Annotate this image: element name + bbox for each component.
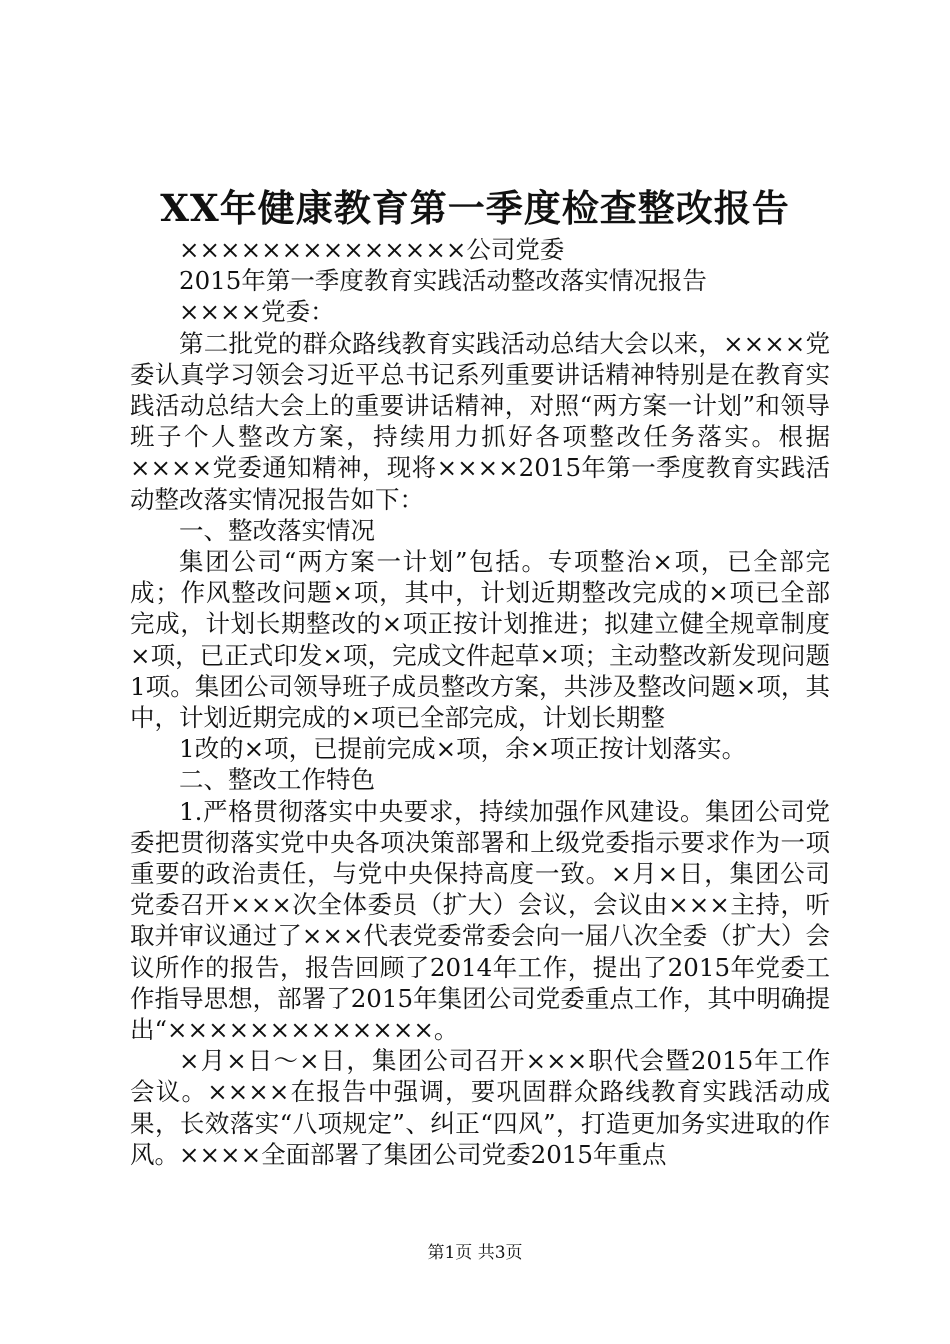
intro-paragraph: 第二批党的群众路线教育实践活动总结大会以来，××××党委认真学习领会习近平总书记系列重要讲话精神特别是在教育实践活动总结大会上的重要讲话精神，对照“两方案一计划”和领导班子个人整改方案，持续用力抓好各项整改任务落实。根据××××党委通知精神，现将××××2015年第一季度教育实践活动整改落实情况报告如下： bbox=[130, 328, 830, 514]
document-title: XX年健康教育第一季度检查整改报告 bbox=[160, 186, 790, 230]
section-1-paragraph: 集团公司“两方案一计划”包括。专项整治×项，已全部完成；作风整改问题×项，其中，计划近期整改完成的×项已全部完成，计划长期整改的×项正按计划推进；拟建立健全规章制度×项，已正式印发×项，完成文件起草×项；主动整改新发现问题1项。集团公司领导班子成员整改方案，共涉及整改问题×项，其中，计划近期完成的×项已全部完成，计划长期整 bbox=[130, 547, 830, 733]
section-heading-1: 一、整改落实情况 bbox=[179, 515, 375, 545]
salutation: ××××党委： bbox=[179, 297, 335, 327]
document-body bbox=[130, 234, 830, 1170]
page-footer: 第1页 共3页 bbox=[427, 1243, 523, 1263]
section-1-continuation: 1改的×项，已提前完成×项，余×项正按计划落实。 bbox=[179, 734, 747, 764]
section-2-paragraph-2: ×月×日～×日，集团公司召开×××职代会暨2015年工作会议。××××在报告中强调，要巩固群众路线教育实践活动成果，长效落实“八项规定”、纠正“四风”，打造更加务实进取的作风。××××全面部署了集团公司党委2015年重点 bbox=[130, 1046, 830, 1169]
addressee-line: ××××××××××××××公司党委 bbox=[179, 235, 565, 264]
section-heading-2: 二、整改工作特色 bbox=[179, 765, 375, 795]
section-2-paragraph-1: 1.严格贯彻落实中央要求，持续加强作风建设。集团公司党委把贯彻落实党中央各项决策部署和上级党委指示要求作为一项重要的政治责任，与党中央保持高度一致。×月×日，集团公司党委召开×××次全体委员（扩大）会议，会议由×××主持，听取并审议通过了×××代表党委常委会向一届八次全委（扩大）会议所作的报告，报告回顾了2014年工作，提出了2015年党委工作指导思想，部署了2015年集团公司党委重点工作，其中明确提出“×××××××××××××。 bbox=[130, 796, 830, 1045]
report-subtitle: 2015年第一季度教育实践活动整改落实情况报告 bbox=[179, 266, 707, 296]
